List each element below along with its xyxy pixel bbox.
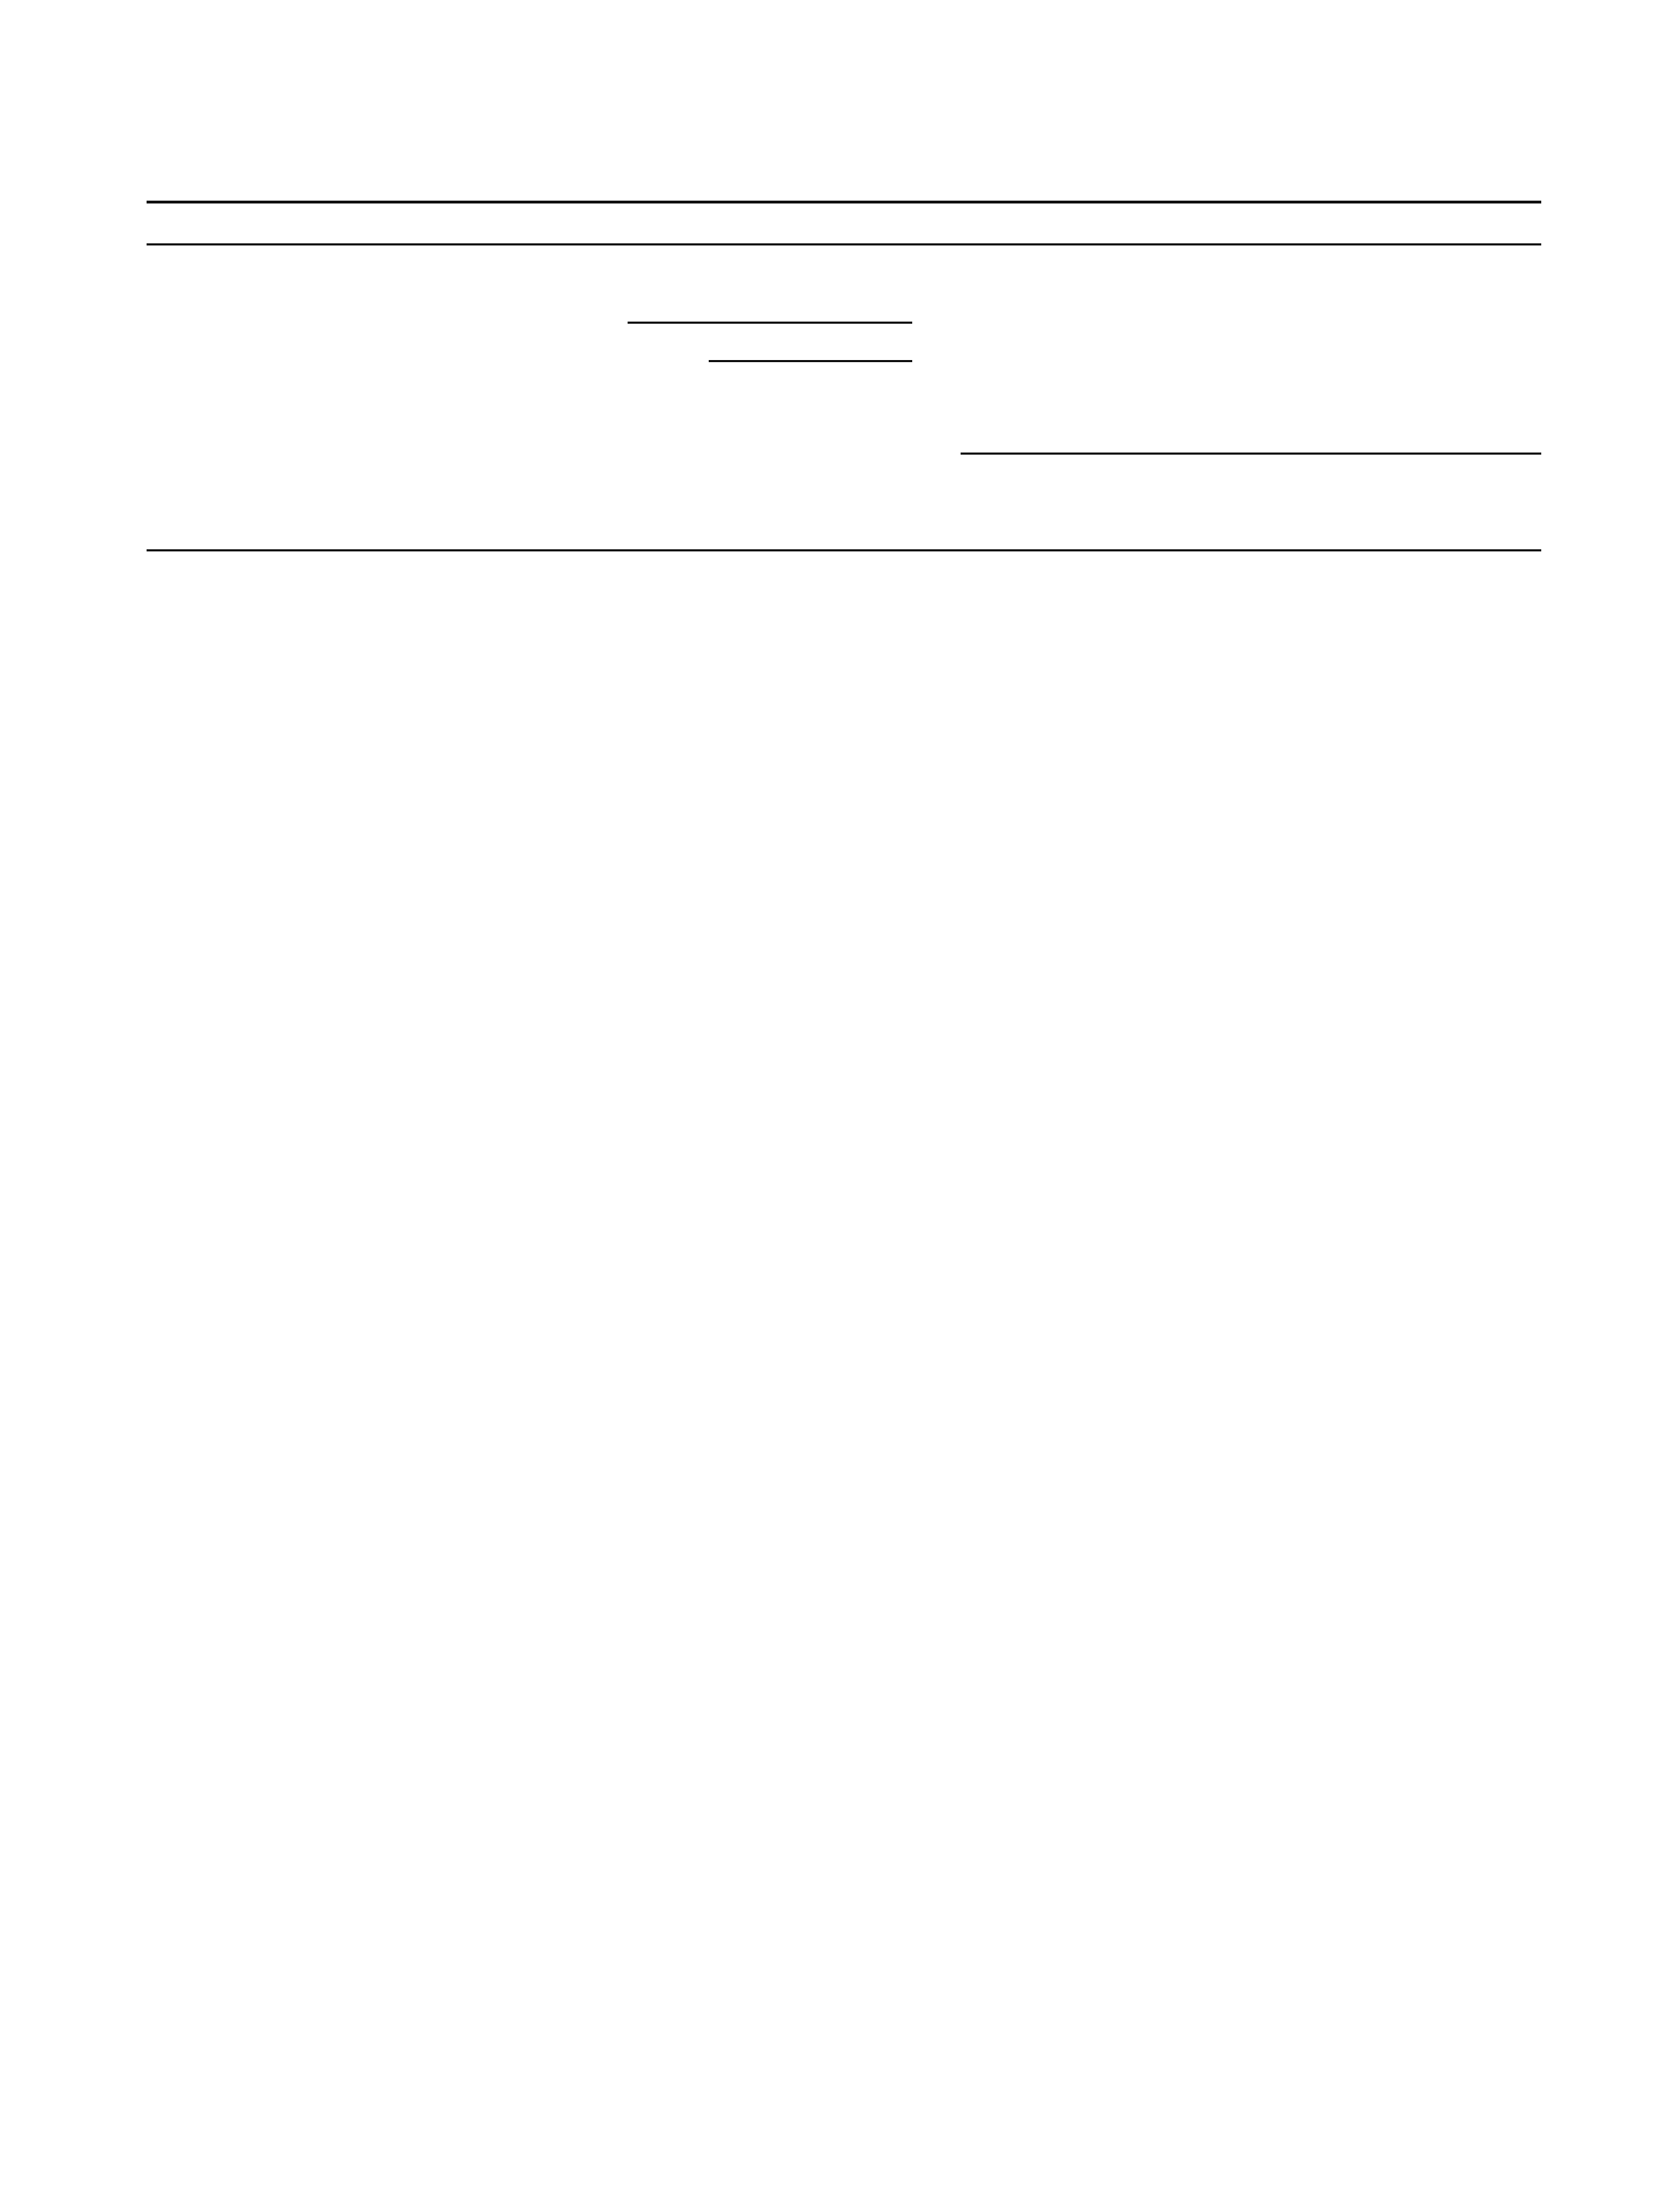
table-top-rule bbox=[147, 243, 1541, 245]
duration-subheader-rule bbox=[628, 322, 912, 324]
header-rule bbox=[147, 201, 1541, 203]
table-header-bottom-rule bbox=[147, 549, 1541, 551]
quarters-subheader-rule bbox=[961, 453, 1541, 455]
including-subheader-rule bbox=[709, 360, 912, 362]
